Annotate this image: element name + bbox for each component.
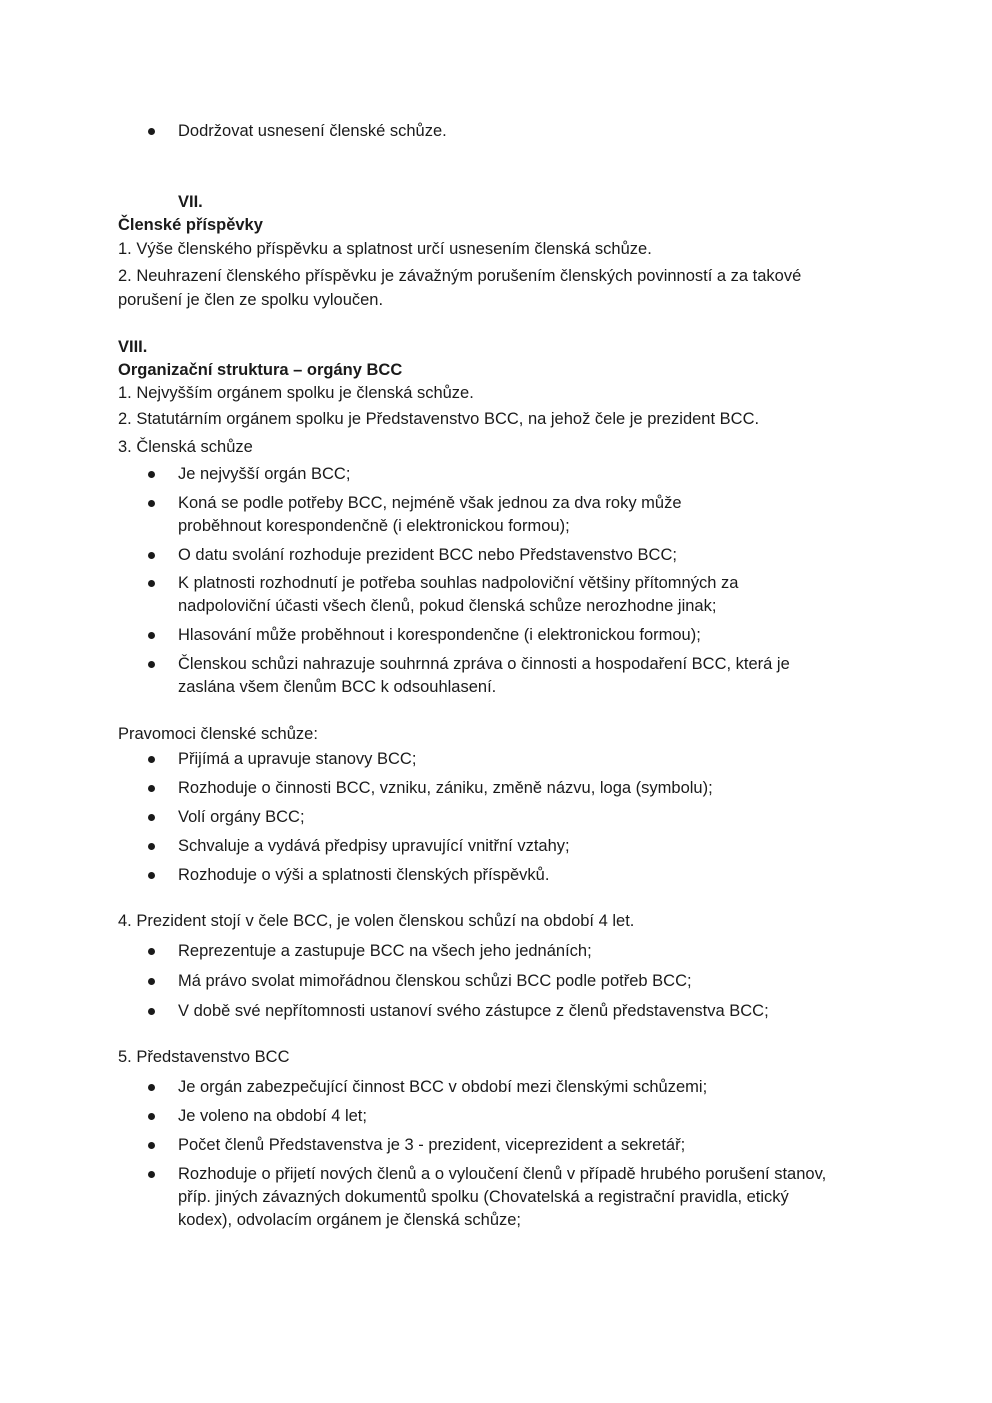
list-item: Rozhoduje o činnosti BCC, vzniku, zániku, změně názvu, loga (symbolu); [178,779,713,797]
list-item: Volí orgány BCC; [178,808,305,826]
bullet-marker [148,872,155,879]
list-item: Dodržovat usnesení členské schůze. [178,122,447,140]
bullet-marker [148,1142,155,1149]
list-item: Hlasování může proběhnout i korespondenčne (i elektronickou formou); [178,626,701,644]
bullet-marker [148,128,155,135]
list-item: Je nejvyšší orgán BCC; [178,465,351,483]
list-item-continuation: proběhnout korespondenčně (i elektronickou formou); [178,517,570,535]
list-item: Přijímá a upravuje stanovy BCC; [178,750,417,768]
bullet-marker [148,1113,155,1120]
bullet-marker [148,756,155,763]
bullet-marker [148,471,155,478]
bullet-marker [148,580,155,587]
list-item: Má právo svolat mimořádnou členskou schůzi BCC podle potřeb BCC; [178,972,692,990]
bullet-marker [148,948,155,955]
list-item: Schvaluje a vydává předpisy upravující vnitřní vztahy; [178,837,570,855]
list-item-continuation: kodex), odvolacím orgánem je členská schůze; [178,1211,522,1229]
paragraph: 1. Výše členského příspěvku a splatnost určí usnesením členská schůze. [118,240,652,258]
list-item: V době své nepřítomnosti ustanoví svého zástupce z členů představenstva BCC; [178,1002,769,1020]
paragraph: 2. Statutárním orgánem spolku je Představenstvo BCC, na jehož čele je prezident BCC. [118,410,760,428]
list-item: Počet členů Představenstva je 3 - prezident, viceprezident a sekretář; [178,1136,686,1154]
list-item: Je voleno na období 4 let; [178,1107,367,1125]
list-item: Rozhoduje o přijetí nových členů a o vyloučení členů v případě hrubého porušení stanov, [178,1165,827,1183]
paragraph: 1. Nejvyšším orgánem spolku je členská schůze. [118,384,474,402]
section-title: Členské příspěvky [118,216,263,234]
list-item-continuation: nadpoloviční účasti všech členů, pokud členská schůze nerozhodne jinak; [178,597,717,615]
list-item: Rozhoduje o výši a splatnosti členských příspěvků. [178,866,550,884]
list-item: K platnosti rozhodnutí je potřeba souhlas nadpoloviční většiny přítomných za [178,574,739,592]
bullet-marker [148,843,155,850]
bullet-marker [148,978,155,985]
bullet-marker [148,661,155,668]
bullet-marker [148,500,155,507]
paragraph: 5. Představenstvo BCC [118,1048,290,1066]
bullet-marker [148,552,155,559]
list-item: O datu svolání rozhoduje prezident BCC nebo Představenstvo BCC; [178,546,677,564]
paragraph: 2. Neuhrazení členského příspěvku je závažným porušením členských povinností a za takové [118,267,802,285]
paragraph: porušení je člen ze spolku vyloučen. [118,291,384,309]
list-item-continuation: zaslána všem členům BCC k odsouhlasení. [178,678,497,696]
list-item: Členskou schůzi nahrazuje souhrnná zpráva o činnosti a hospodaření BCC, která je [178,655,790,673]
section-title: Organizační struktura – orgány BCC [118,361,403,379]
section-number: VIII. [118,338,148,356]
list-item-continuation: příp. jiných závazných dokumentů spolku (Chovatelská a registrační pravidla, etický [178,1188,789,1206]
bullet-marker [148,1084,155,1091]
section-number: VII. [178,193,203,211]
bullet-marker [148,1171,155,1178]
list-item: Reprezentuje a zastupuje BCC na všech jeho jednáních; [178,942,592,960]
bullet-marker [148,814,155,821]
paragraph: Pravomoci členské schůze: [118,725,318,743]
paragraph: 4. Prezident stojí v čele BCC, je volen členskou schůzí na období 4 let. [118,912,635,930]
bullet-marker [148,632,155,639]
list-item: Je orgán zabezpečující činnost BCC v období mezi členskými schůzemi; [178,1078,708,1096]
bullet-marker [148,785,155,792]
paragraph: 3. Členská schůze [118,438,253,456]
bullet-marker [148,1008,155,1015]
list-item: Koná se podle potřeby BCC, nejméně však jednou za dva roky může [178,494,682,512]
